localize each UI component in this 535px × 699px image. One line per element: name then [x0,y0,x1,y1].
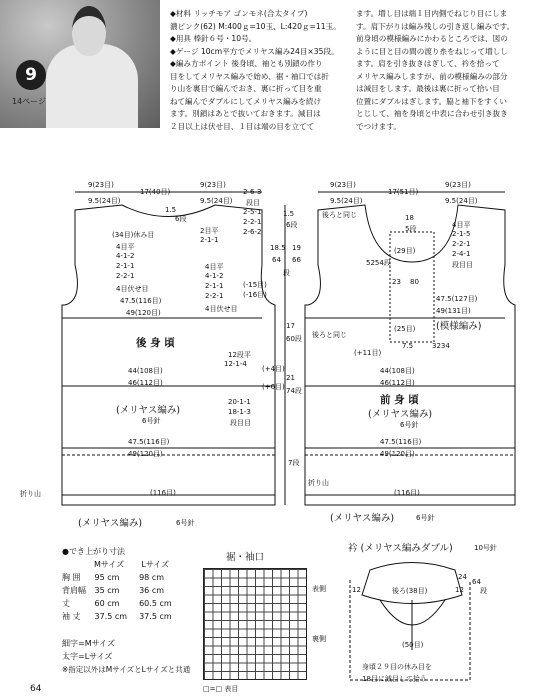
sizes-row [62,585,190,596]
center-v2: 6段 [286,221,298,229]
back-side5: 段目目 [230,419,251,427]
back-fold: 折り山 [20,490,41,498]
back-body-label: (メリヤス編み) [116,405,181,416]
back-hip1: 47.5(116目) [128,438,170,446]
sizes-header [94,559,190,570]
front-side-d: 3234 [432,342,450,350]
center-v7: 段 [283,269,290,277]
center-v12: (+4目) [262,365,285,373]
front-needle: 6号針 [400,421,419,429]
front-neck2: 5段 [405,225,417,233]
front-fold: 折り山 [308,479,329,487]
sizes-note2: 太字=Lサイズ [62,652,113,661]
center-v17: 後ろと同じ [312,331,347,339]
back-armhole-r2: 2-1-1 [200,236,219,244]
collar-note1: 身頃２９目の休み目を [362,663,432,671]
front-side-a: 5254段 [366,259,391,267]
page-number: 64 [30,684,42,694]
front-top-left: 9(23目) [330,181,356,189]
back-neck1: 2-6-3 [243,188,262,196]
sizes-row-l: 98 cm [139,573,165,582]
sizes-row-m: 95 cm [94,573,120,582]
back-needle: 6号針 [142,417,161,425]
front-top-mid: 17(51目) [388,188,419,196]
collar-needle: 10号針 [474,544,497,552]
text-line: ます。別鎖はあとで抜いておきます。減目は [170,109,321,118]
back-armhole-r6: 2-2-1 [205,292,224,300]
text-line: ◆材料 リッチモア ゴンモネ(合太タイプ) [170,9,308,18]
text-line: ねて編んでダブルにしてメリヤス編みを続け [170,96,322,106]
collar-back-label: 後ろ(38目) [392,587,428,595]
center-v1: 1.5 [283,210,295,218]
back-armhole-r5: 2-1-1 [205,282,224,290]
cuff-legend: □=□ 表目 [203,685,239,693]
collar-n5: 段 [480,587,487,595]
back-armhole-r7: 4目伏せ目 [205,305,238,313]
front-hem-needle: 6号針 [416,514,435,522]
text-line: ２目以上は伏せ目、１目は端の目を立てて [170,121,315,131]
text-line: 位置にダブルはぎします。脇と袖下をすくい [356,96,507,106]
center-v13: (+6目) [262,383,285,391]
back-top-left2: 9.5(24目) [88,197,121,205]
back-hem-label: (メリヤス編み) [78,518,143,529]
sizes-row-l: 37.5 cm [139,612,172,621]
sizes-note3: ※指定以外はMサイズとLサイズと共通 [62,665,191,674]
back-side3: 20-1-1 [228,398,251,406]
collar-note2: 18目に減目して拾う [362,675,427,683]
back-waist1: 44(108目) [128,367,163,375]
back-top-right2: 9.5(24目) [200,197,233,205]
text-line: メリヤス編みしますが、前の模様編みの部分 [356,71,508,81]
pattern-number-badge: 9 [16,60,46,90]
front-hem: (116目) [394,489,420,497]
front-waist1: 44(108目) [380,367,415,375]
front-neck6: 2-4-1 [452,250,471,258]
front-hip1: 47.5(116目) [380,438,422,446]
collar-front-label: (50目) [402,641,424,649]
text-line: り山を裏目で編んでおき、裏に折って目を重 [170,84,322,93]
text-line: ◆ゲージ 10cm平方でメリヤス編み24目×35段。 [170,46,339,56]
front-side-b: 23 [392,278,401,286]
back-neck2: 段目 [246,199,260,207]
front-neck4: 2-1-5 [452,230,471,238]
sizes-row-m: 35 cm [94,586,120,595]
center-v11: 60段 [286,335,302,343]
sizes-row-name: 丈 [62,599,70,608]
center-v14: 21 [286,374,295,382]
sizes-note1: 細字=Mサイズ [62,639,115,648]
back-armhole-r4: 4-1-2 [205,272,224,280]
center-v4: 19 [292,244,301,252]
collar-n1: 24 [458,573,467,581]
collar-n4: 12 [455,586,464,594]
back-hem: (116目) [150,489,176,497]
front-top-right: 9(23目) [445,181,471,189]
collar-title: 衿 (メリヤス編みダブル) [348,543,453,554]
back-shoulder: 1.5 [165,206,177,214]
front-top-right2: 9.5(24目) [445,197,478,205]
front-neck7: 段目目 [452,261,473,269]
back-shoulder2: 6段 [175,215,187,223]
front-hip2: 49(120目) [380,450,415,458]
front-waist2: 46(112目) [380,379,415,387]
center-v6: 66 [292,256,301,264]
back-side4: 18-1-3 [228,408,251,416]
sizes-row [62,598,190,609]
text-line: す。肩下がりは編み残しの引き返し編みです。 [356,21,515,31]
text-line: ように目と目の間の渡り糸をねじって増しし [356,46,508,56]
front-same-back: 後ろと同じ [322,211,357,219]
front-neck3: 4目平 [452,221,471,229]
center-v10: 17 [286,322,295,330]
front-top-left2: 9.5(24目) [330,197,363,205]
center-v15: 74段 [286,387,302,395]
front-side-f: (+11目) [354,349,382,357]
front-title: 前 身 頃 [380,394,419,406]
text-line: ます。増し目は端１目内側でねじり目にしま [356,9,508,18]
back-side2: 12-1-4 [224,360,247,368]
back-armhole-l6: 4目伏せ目 [116,285,149,293]
back-armhole-r1: 2目平 [200,227,219,235]
sizes-header-l: Lサイズ [141,560,170,569]
front-pattern-label: (模様編み) [436,321,482,332]
cuff-title: 裾・袖口 [226,552,265,563]
back-hem-needle: 6号針 [176,519,195,527]
back-neck4: 2-2-1 [243,218,262,226]
back-side1: 12段平 [228,351,251,359]
text-line: でつけます。 [356,121,401,131]
sizes-row-name: 胸 囲 [62,573,81,582]
back-armhole-l2: 4目平 [116,243,135,251]
back-neck3: 2-5-1 [243,208,262,216]
front-side-e: 7.5 [402,342,414,350]
back-chest1: 47.5(116目) [120,297,162,305]
text-line: ◆用具 棒針６号・10号。 [170,34,257,43]
back-armhole-l5: 2-2-1 [116,272,135,280]
text-line: とじして、袖を身頃と中表に合わせ引き抜き [356,109,508,118]
back-top-left: 9(23目) [88,181,114,189]
center-v8: (-15目) [243,281,267,289]
sizes-header-m: Mサイズ [94,560,125,569]
center-v16: 7段 [288,459,300,467]
front-pattern-w2: (25目) [394,325,416,333]
collar-n3: 12 [352,586,361,594]
collar-outline [362,563,462,604]
sizes-row-m: 37.5 cm [94,612,128,621]
collar-n2: 64 [472,578,481,586]
back-armhole-r3: 4目平 [205,263,224,271]
front-side-c: 80 [410,278,419,286]
front-chest1: 47.5(127目) [436,295,478,303]
back-title: 後 身 頃 [136,337,175,349]
sizes-row [62,611,190,622]
back-neck5: 2-6-2 [243,228,262,236]
front-hem-label: (メリヤス編み) [330,513,395,524]
sizes-title: ●でき上がり寸法 [62,547,125,556]
text-line: 前身頃の模様編みにかわるところでは、図の [356,34,508,43]
page-ref: 14ページ [12,97,47,106]
sizes-block [62,546,190,675]
sizes-row-l: 36 cm [139,586,165,595]
front-neck5: 2-2-1 [452,240,471,248]
back-armhole-l1: (34目)休み目 [112,231,155,239]
front-neck1: 18 [405,214,414,222]
back-hip2: 49(120目) [128,450,163,458]
center-v3: 18.5 [270,244,286,252]
text-line: は減目をします。最後は裏に折って拾い目 [356,84,500,93]
front-chest2: 49(131目) [436,307,471,315]
text-line: ます。肩を引き抜きはぎして、衿を拾って [356,59,500,68]
cuff-label-front: 表側 [312,585,326,593]
text-line: 濃ピンク(62) M:400ｇ=10玉、L:420ｇ=11玉。 [170,21,341,31]
sizes-row-l: 60.5 cm [139,599,172,608]
center-v5: 64 [272,256,281,264]
sizes-row-m: 60 cm [94,599,120,608]
sizes-row-name: 背肩幅 [62,586,86,595]
text-line: 目をしてメリヤス編みで始め、裾・袖口では折 [170,71,329,81]
back-waist2: 46(112目) [128,379,163,387]
back-chest2: 49(120目) [126,309,161,317]
back-top-mid: 17(40目) [140,188,171,196]
sizes-row-name: 袖 丈 [62,612,81,621]
text-line: ◆編み方ポイント 後身頃、袖とも別鎖の作り [170,59,323,68]
sizes-row [62,572,190,583]
back-armhole-l4: 2-1-1 [116,262,135,270]
front-body-label: (メリヤス編み) [368,409,433,420]
cuff-grid [203,568,307,680]
cuff-label-back: 裏側 [312,635,326,643]
center-v9: (-16目) [243,291,267,299]
back-armhole-l3: 4-1-2 [116,252,135,260]
back-top-right: 9(23目) [200,181,226,189]
front-pattern-w: (29目) [394,247,416,255]
